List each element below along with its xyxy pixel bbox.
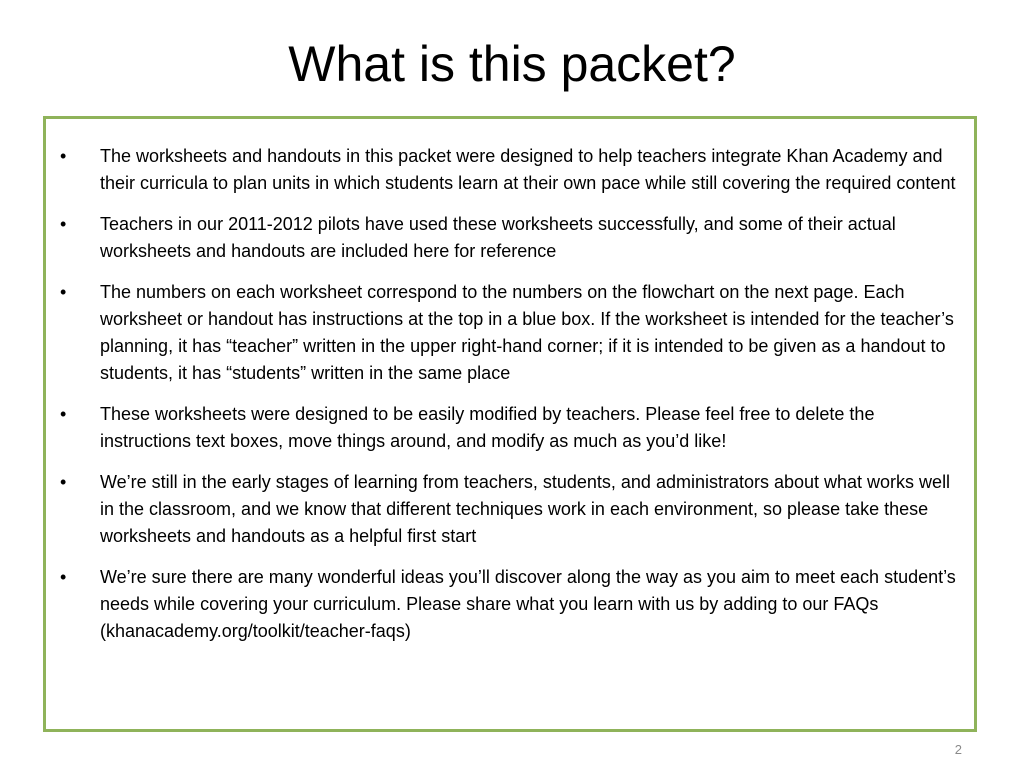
bullet-marker: • xyxy=(60,472,67,492)
slide-title: What is this packet? xyxy=(288,36,736,92)
bullet-marker: • xyxy=(60,567,67,587)
bullet-item-1 xyxy=(46,143,974,197)
content-box xyxy=(43,116,977,732)
bullet-item-4 xyxy=(46,401,974,455)
bullet-item-3 xyxy=(46,279,974,387)
bullet-list xyxy=(46,143,974,659)
page-number: 2 xyxy=(954,742,962,757)
bullet-text: The worksheets and handouts in this packet were designed to help teachers integrate Khan Academy and their curricula to plan units in which students learn at their own pace while still covering the required content xyxy=(100,146,956,193)
bullet-marker: • xyxy=(60,404,67,424)
bullet-marker: • xyxy=(60,282,67,302)
bullet-text: We’re still in the early stages of learning from teachers, students, and administrators about what works well in the classroom, and we know that different techniques work in each environment, so please take these worksheets and handouts as a helpful first start xyxy=(100,472,951,546)
bullet-text: These worksheets were designed to be easily modified by teachers. Please feel free to delete the instructions text boxes, move things around, and modify as much as you’d like! xyxy=(100,404,875,451)
bullet-text: The numbers on each worksheet correspond to the numbers on the flowchart on the next page. Each worksheet or handout has instructions at the top in a blue box. If the worksheet is intended for the teacher’s planning, it has “teacher” written in the upper right-hand corner; if it is intended to be given as a handout to students, it has “students” written in the same place xyxy=(100,282,954,383)
bullet-item-5 xyxy=(46,469,974,550)
bullet-text: Teachers in our 2011-2012 pilots have used these worksheets successfully, and some of their actual worksheets and handouts are included here for reference xyxy=(100,214,896,261)
bullet-marker: • xyxy=(60,146,67,166)
bullet-item-6 xyxy=(46,564,974,645)
bullet-item-2 xyxy=(46,211,974,265)
bullet-text: We’re sure there are many wonderful ideas you’ll discover along the way as you aim to meet each student’s needs while covering your curriculum. Please share what you learn with us by adding to our FAQs (khanacademy.org/toolkit/teacher-faqs) xyxy=(100,567,956,641)
bullet-marker: • xyxy=(60,214,67,234)
